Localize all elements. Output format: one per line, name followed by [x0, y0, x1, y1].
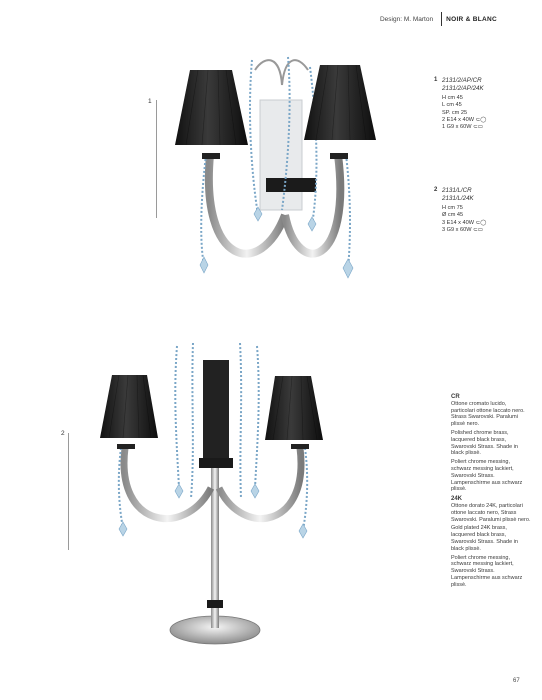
- bulb-icon: ⊂◯: [475, 219, 487, 226]
- spec-height: H cm 75: [442, 205, 463, 212]
- marker-2-line: [68, 433, 69, 550]
- finish-text-it: Ottone dorato 24K, particolari ottone laccato nero, Strass Swarovski. Paralumi plissè nero.: [451, 502, 531, 523]
- spec-projection: SP. cm 25: [442, 109, 468, 116]
- finish-descriptions: [451, 394, 531, 592]
- spec-bulb-g9: 3 G9 x 60W: [442, 226, 472, 233]
- spec-bulb-e14: 3 E14 x 40W: [442, 219, 475, 226]
- product-code: 2131/2/AP/CR: [442, 77, 482, 84]
- finish-text-de: Poliert chrome messing, schwarz messing lackiert, Swarovski Strass. Lampenschirme aus schwarz plissè.: [451, 459, 523, 493]
- product-2-spec: [434, 187, 487, 234]
- product-code: 2131/2/AP/24K: [442, 84, 484, 92]
- finish-text-en: Polished chrome brass, lacquered black brass, Swarovski Strass. Shade in black plissè.: [451, 429, 518, 457]
- bulb-icon: ⊂▭: [473, 226, 484, 233]
- product-code: 2131/L/24K: [442, 194, 474, 202]
- finish-cr: [451, 394, 531, 493]
- marker-1-line: [156, 100, 157, 218]
- page-header: [380, 12, 497, 26]
- spec-bulb-g9: 1 G9 x 60W: [442, 124, 472, 130]
- bulb-icon: ⊂◯: [475, 116, 487, 123]
- spec-height: H cm 45: [442, 95, 463, 102]
- header-divider: [441, 12, 442, 26]
- finish-text-it: Ottone cromato lucido, particolari ottone laccato nero. Strass Swarovski. Paralumi plissè nero.: [451, 400, 525, 428]
- marker-2-label: 2: [61, 430, 65, 437]
- product-code: 2131/L/CR: [442, 187, 472, 194]
- spec-bulb-e14: 2 E14 x 40W: [442, 116, 475, 123]
- product-2-number: 2: [434, 187, 438, 193]
- finish-24k: [451, 496, 531, 588]
- finish-code: 24K: [451, 496, 463, 503]
- marker-1-label: 1: [148, 98, 152, 105]
- finish-code: CR: [451, 394, 460, 400]
- finish-text-en: Gold plated 24K brass, lacquered black brass, Swarovski Strass. Shade in black plissè.: [451, 525, 518, 552]
- spec-diameter: Ø cm 45: [442, 212, 464, 219]
- finish-text-de: Poliert chrome messing, schwarz messing lackiert, Swarovski Strass. Lampenschirme aus schwarz plissè.: [451, 554, 523, 588]
- spec-length: L cm 45: [442, 102, 462, 109]
- product-1-spec: [434, 77, 487, 131]
- collection-name: NOIR & BLANC: [446, 15, 497, 23]
- bulb-icon: ⊂▭: [473, 124, 484, 130]
- product-1-number: 1: [434, 77, 438, 83]
- page-number: 67: [513, 678, 520, 684]
- designer-credit: Design: M. Marton: [379, 15, 434, 23]
- table-lamp-image: [95, 338, 335, 653]
- wall-lamp-image: [170, 45, 395, 290]
